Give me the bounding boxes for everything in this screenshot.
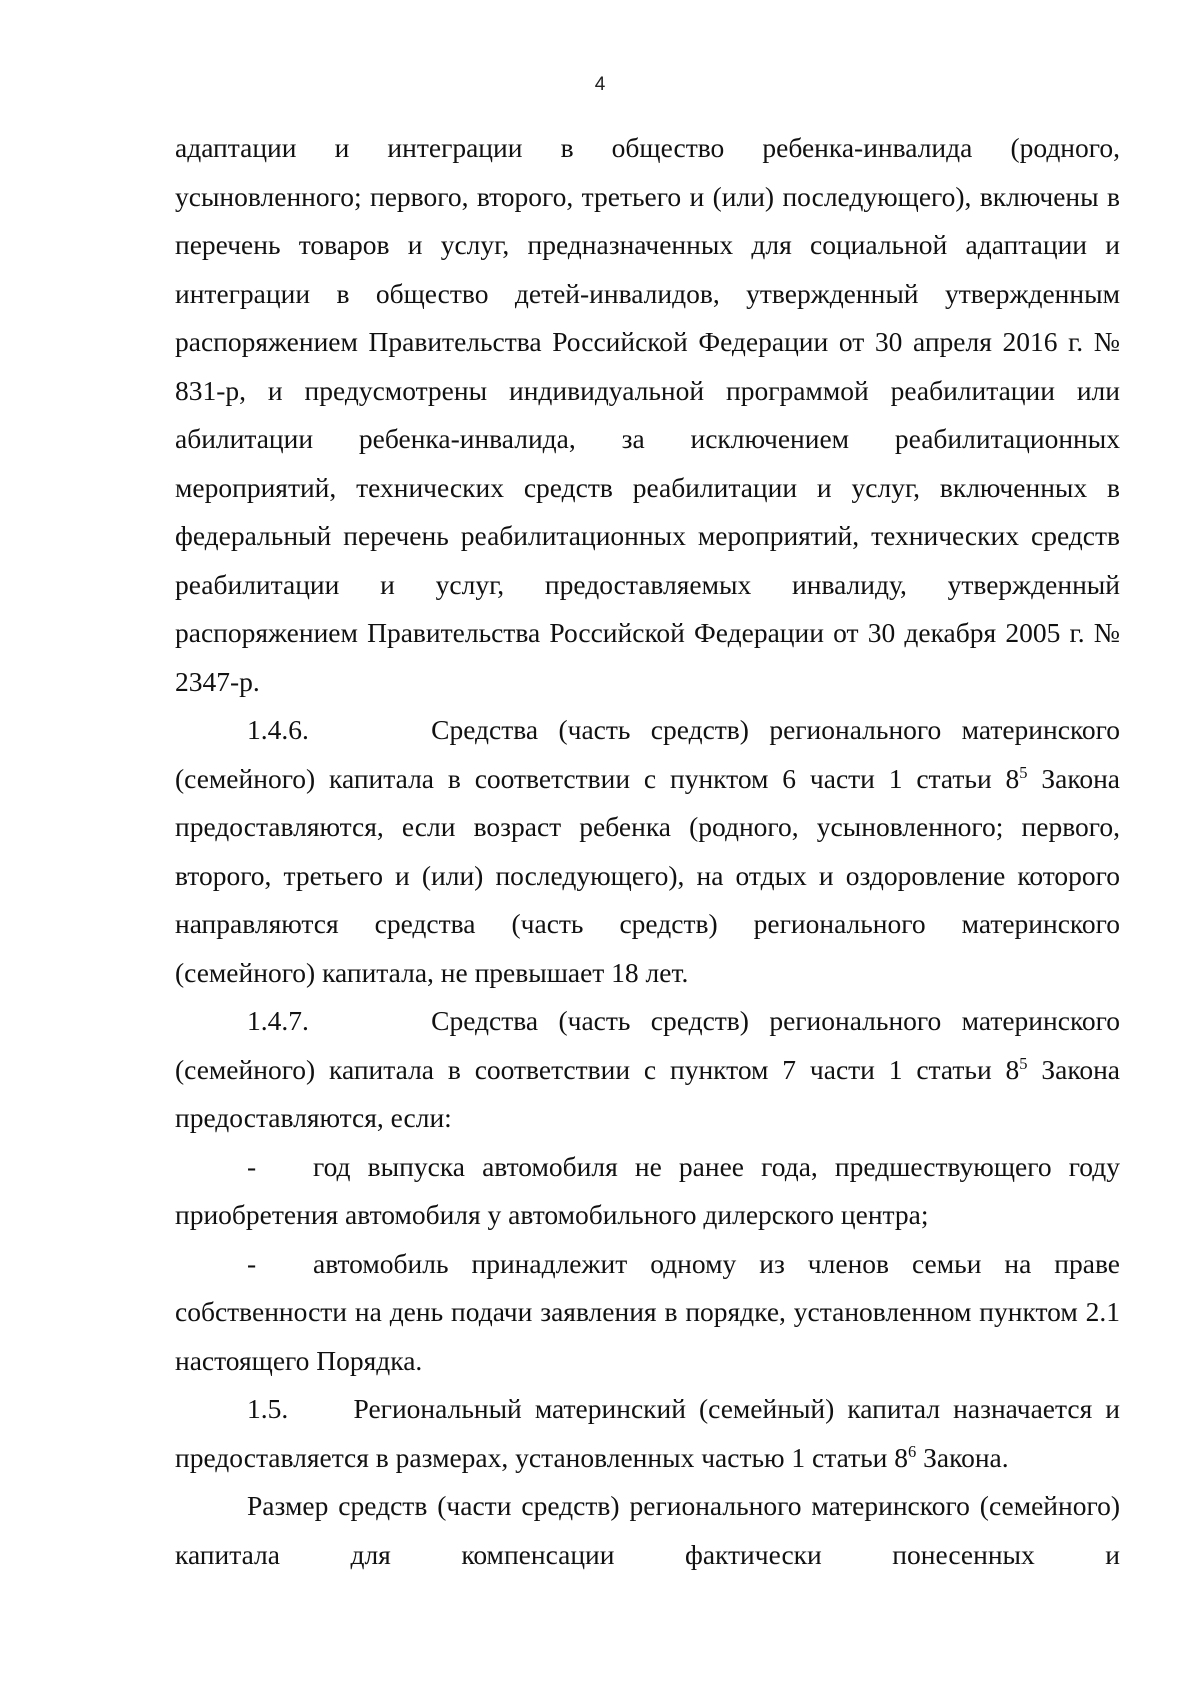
- paragraph-text: Закона предоставляются, если возраст ребенка (родного, усыновленного; первого, второго, третьего и (или) последующего), на отдых и оздоровление которого направляются средства (часть средств) регионального материнского (семейного) капитала, не превышает 18 лет.: [175, 762, 1121, 988]
- paragraph-text: Закона предоставляются, если:: [175, 1053, 1121, 1133]
- paragraph-text: Средства (часть средств) регионального материнского (семейного) капитала в соответствии с пунктом 7 части 1 статьи 8: [175, 1005, 1121, 1085]
- dash-list-item: [175, 1143, 1120, 1240]
- superscript: 5: [1019, 1053, 1028, 1073]
- paragraph-continuation: адаптации и интеграции в общество ребенка-инвалида (родного, усыновленного; первого, второго, третьего и (или) последующего), включены в перечень товаров и услуг, предназначенных для социальной адаптации и интеграции в общество детей-инвалидов, утвержденный утвержденным распоряжением Правительства Российской Федерации от 30 апреля 2016 г. № 831-р, и предусмотрены индивидуальной программой реабилитации или абилитации ребенка-инвалида, за исключением реабилитационных мероприятий, технических средств реабилитации и услуг, включенных в федеральный перечень реабилитационных мероприятий, технических средств реабилитации и услуг, предоставляемых инвалиду, утвержденный распоряжением Правительства Российской Федерации от 30 декабря 2005 г. № 2347-р.: [175, 132, 1120, 697]
- page-number: 4: [594, 74, 606, 95]
- paragraph-size: Размер средств (части средств) регионального материнского (семейного) капитала для компенсации фактически понесенных и: [175, 1490, 1120, 1570]
- paragraph-1-5: [175, 1385, 1120, 1482]
- superscript: 6: [908, 1441, 917, 1461]
- list-item-text: год выпуска автомобиля не ранее года, предшествующего году приобретения автомобиля у автомобильного дилерского центра;: [175, 1150, 1120, 1230]
- paragraph-1-4-7: [175, 997, 1120, 1143]
- paragraph-text: Средства (часть средств) регионального материнского (семейного) капитала в соответствии с пунктом 6 части 1 статьи 8: [175, 714, 1121, 794]
- list-item-text: автомобиль принадлежит одному из членов семьи на праве собственности на день подачи заявления в порядке, установленном пунктом 2.1 настоящего Порядка.: [175, 1247, 1120, 1376]
- superscript: 5: [1019, 762, 1028, 782]
- paragraph-text: Региональный материнский (семейный) капитал назначается и предоставляется в размерах, установленных частью 1 статьи 8: [175, 1393, 1120, 1473]
- dash-marker: -: [247, 1247, 257, 1279]
- paragraph-number: 1.4.7.: [247, 1005, 309, 1036]
- paragraph-number: 1.4.6.: [247, 714, 309, 745]
- paragraph-1-4-6: [175, 706, 1120, 997]
- paragraph-text: Закона.: [916, 1441, 1009, 1473]
- dash-marker: -: [247, 1150, 257, 1182]
- document-body: [175, 124, 1120, 1579]
- paragraph-number: 1.5.: [247, 1393, 289, 1424]
- dash-list-item: [175, 1240, 1120, 1386]
